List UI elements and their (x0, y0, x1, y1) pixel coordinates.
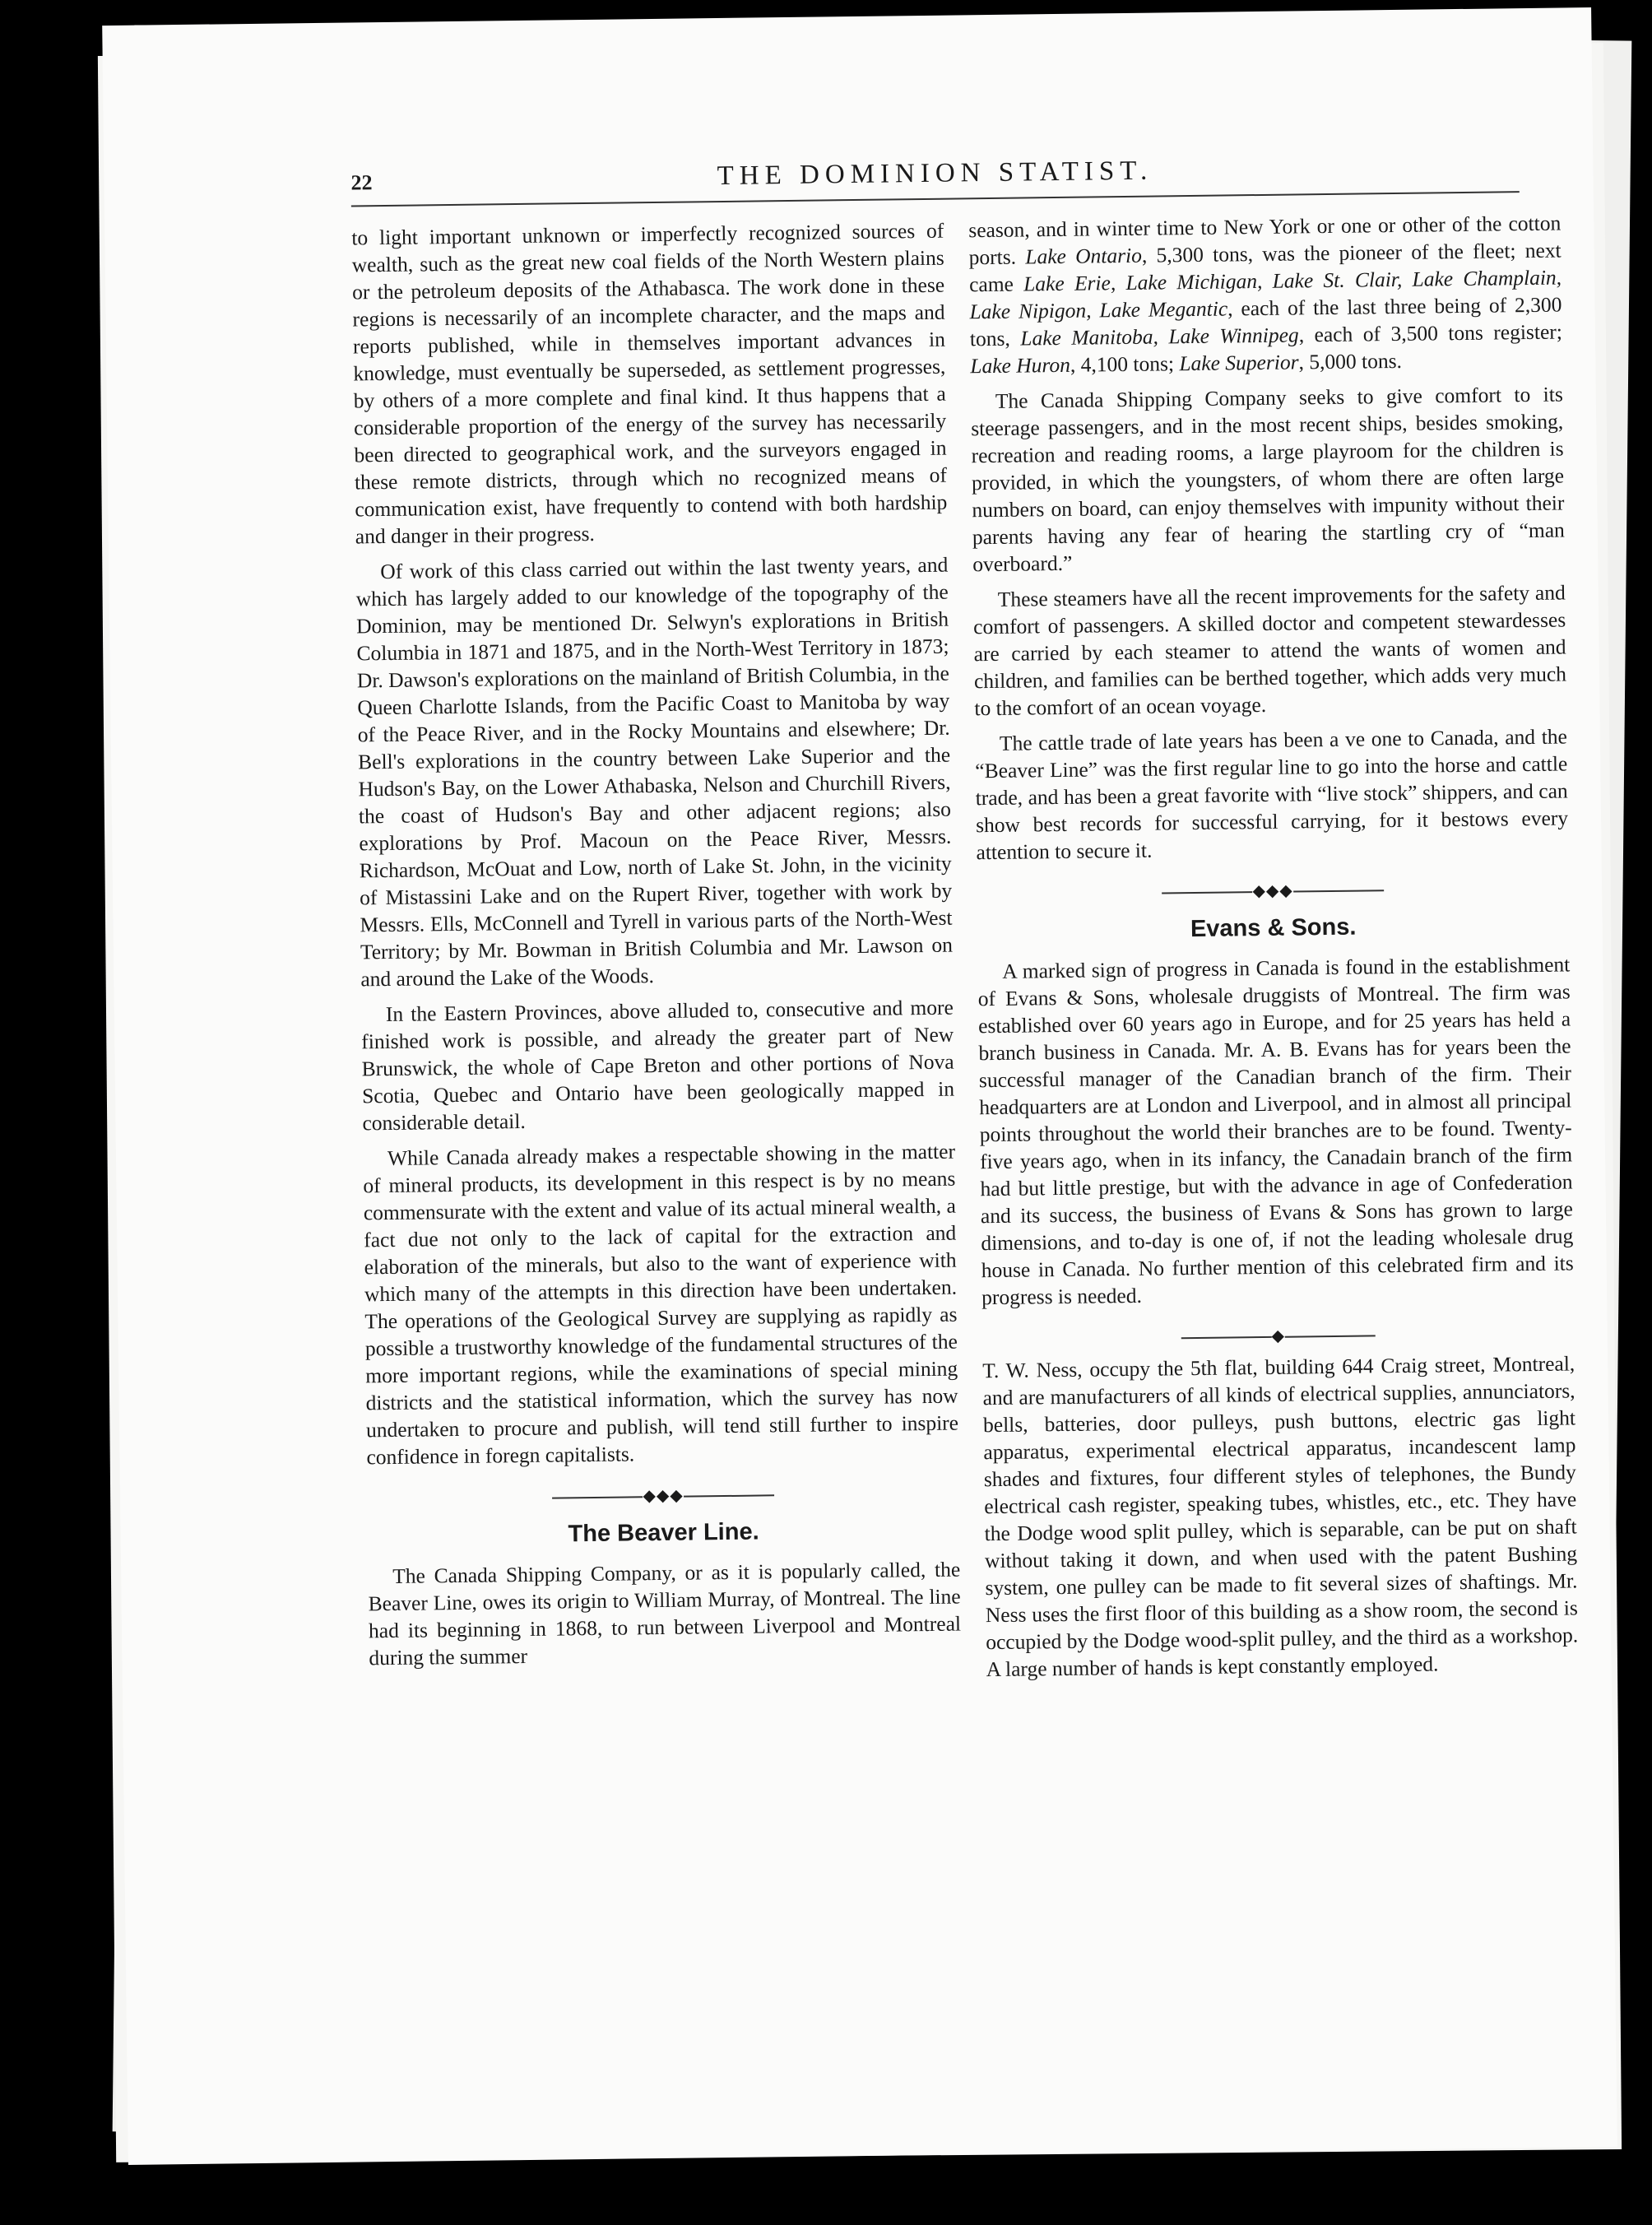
newspaper-page (102, 7, 1617, 2165)
section-divider (367, 1480, 959, 1512)
ship-name: Lake Ontario (1025, 243, 1143, 269)
article-heading-evans-sons: Evans & Sons. (1190, 913, 1357, 943)
ship-name: Lake Superior (1179, 350, 1299, 376)
ship-name: Lake Huron (970, 352, 1071, 379)
paragraph: A marked sign of progress in Canada is found in the establishment of Evans & Sons, wholesale druggists of Montreal. The firm was established over 60 years ago in Europe, and for 25 years has held a branch business in Canada. Mr. A. B. Evans has for years been the successful manager of the Canadian branch of the firm. Their headquarters are at London and Liverpool, and in almost all principal points throughout the world their branches are to be found. Twenty-five years ago, when in its infancy, the Canadain branch of the firm had but little prestige, but with the advance in age of Confederation and its success, the business of Evans & Sons has grown to large dimensions, and to-day is one of, if not the leading wholesale drug house in Canada. No further mention of this celebrated firm and its progress is needed. (977, 952, 1574, 1310)
paragraph: The cattle trade of late years has been a ve one to Canada, and the “Beaver Line” was the first regular line to go into the horse and cattle trade, and has been a great favorite with “live stock” shippers, and can show best records for successful carrying, for it bestows every attention to secure it. (975, 724, 1569, 865)
paragraph: Of work of this class carried out within the last twenty years, and which has largely added to our knowledge of the topography of the Dominion, may be mentioned Dr. Selwyn's explorations in British Columbia in 1871 and 1875, and in the North-West Territory in 1873; Dr. Dawson's explorations on the mainland of British Columbia, in the Queen Charlotte Islands, from the Pacific Coast to Manitoba by way of the Peace River, and in the Rocky Mountains and elsewhere; Dr. Bell's explorations in the country between Lake Superior and the Hudson's Bay, on the Lower Athabaska, Nelson and Churchill Rivers, the coast of Hudson's Bay and other adjacent regions; also explorations by Prof. Macoun on the Peace River, Messrs. Richardson, McOuat and Low, north of Lake St. John, in the vicinity of Mistassini Lake and on the Rupert River, together with work by Messrs. Ells, McConnell and Tyrell in various parts of the North-West Territory; by Mr. Bowman in British Columbia and Mr. Lawson on and around the Lake of the Woods. (355, 552, 954, 992)
paragraph: season, and in winter time to New York or one or other of the cotton ports. Lake Ontario, 5,300 tons, was the pioneer of the fleet; next came Lake Erie, Lake Michigan, Lake St. Clair, Lake Champlain, Lake Nipigon, Lake Megantic, each of the last three being of 2,300 tons, Lake Manitoba, Lake Winnipeg, each of 3,500 tons register; Lake Huron, 4,100 tons; Lake Superior, 5,000 tons. (968, 211, 1563, 379)
journal-title: THE DOMINION STATIST. (717, 156, 1153, 192)
ship-name: Lake Manitoba, Lake Winnipeg (1020, 323, 1299, 351)
section-divider (977, 875, 1569, 907)
page-number: 22 (350, 170, 373, 195)
left-column (351, 217, 962, 1680)
paragraph: These steamers have all the recent improvements for the safety and comfort of passengers. A skilled doctor and competent stewardesses are carried by each steamer to attend the wants of women and children, and families can be berthed together, which adds very much to the comfort of an ocean voyage. (973, 580, 1567, 721)
section-divider (982, 1320, 1575, 1352)
divider-ornament: ◆◆◆ (1252, 881, 1293, 901)
paragraph: In the Eastern Provinces, above alluded to, consecutive and more finished work is possible, and already the greater part of New Brunswick, the whole of Cape Breton and other portions of Nova Scotia, Quebec and Ontario have been geologically mapped in considerable detail. (361, 995, 955, 1136)
paragraph: While Canada already makes a respectable showing in the matter of mineral products, its development in this respect is by no means commensurate with the extent and value of its actual mineral wealth, a fact due not only to the lack of capital for the extraction and elaboration of the minerals, but also to the want of experience with which many of the attempts in this direction have been undertaken. The operations of the Geological Survey are supplying as rapidly as possible a trustworthy knowledge of the fundamental structures of the more important regions, while the examinations of special mining districts and the statistical information, which the survey has now undertaken to procure and publish, will tend still further to inspire confidence in foregn capitalists. (363, 1139, 959, 1470)
divider-ornament: ◆◆◆ (643, 1486, 684, 1506)
page-header (350, 140, 1520, 203)
paragraph: The Canada Shipping Company seeks to give comfort to its steerage passengers, and in the most recent ships, besides smoking, recreation and reading rooms, a large playroom for the children is provided, in which the youngsters, of whom there are often large numbers on board, can enjoy themselves with impunity without their parents having any fear of hearing the startling cry of “man overboard.” (971, 382, 1565, 577)
paragraph: to light important unknown or imperfectly recognized sources of wealth, such as the great new coal fields of the North Western plains or the petroleum deposits of the Athabasca. The work done in these regions is necessarily of an incomplete character, and the maps and reports published, while in themselves important advances in knowledge, must eventually be superseded, as settlement progresses, by others of a more complete and final kind. It thus happens that a considerable proportion of the energy of the survey has necessarily been directed to geographical work, and the surveyors engaged in these remote districts, through which no recognized means of communication exist, have frequently to contend with both hardship and danger in their progress. (351, 218, 948, 549)
divider-ornament: ◆ (1271, 1326, 1286, 1345)
article-heading-beaver-line: The Beaver Line. (568, 1518, 759, 1548)
paragraph: T. W. Ness, occupy the 5th flat, building 644 Craig street, Montreal, and are manufacturers of all kinds of electrical supplies, annunciators, bells, batteries, door pulleys, push buttons, electric gas light apparatus, experimental electrical apparatus, incandescent lamp shades and fixtures, four different styles of telephones, the Bundy electrical cash register, speaking tubes, whistles, etc., etc. They have the Dodge wood split pulley, which is separable, can be put on shaft without taking it down, and when used with the patent Bushing system, one pulley can be made to fit several sizes of shaftings. Mr. Ness uses the first floor of this building as a show room, the second is occupied by the Dodge wood-split pulley, and the third as a workshop. A large number of hands is kept constantly employed. (982, 1351, 1579, 1682)
ship-name: Lake Erie, Lake Michigan, Lake St. Clair, Lake Champlain, Lake Nipigon, Lake Megantic (969, 265, 1562, 324)
paragraph: The Canada Shipping Company, or as it is popularly called, the Beaver Line, owes its origin to William Murray, of Montreal. The line had its beginning in 1868, to run between Liverpool and Montreal during the summer (368, 1557, 962, 1670)
right-column (968, 210, 1579, 1692)
